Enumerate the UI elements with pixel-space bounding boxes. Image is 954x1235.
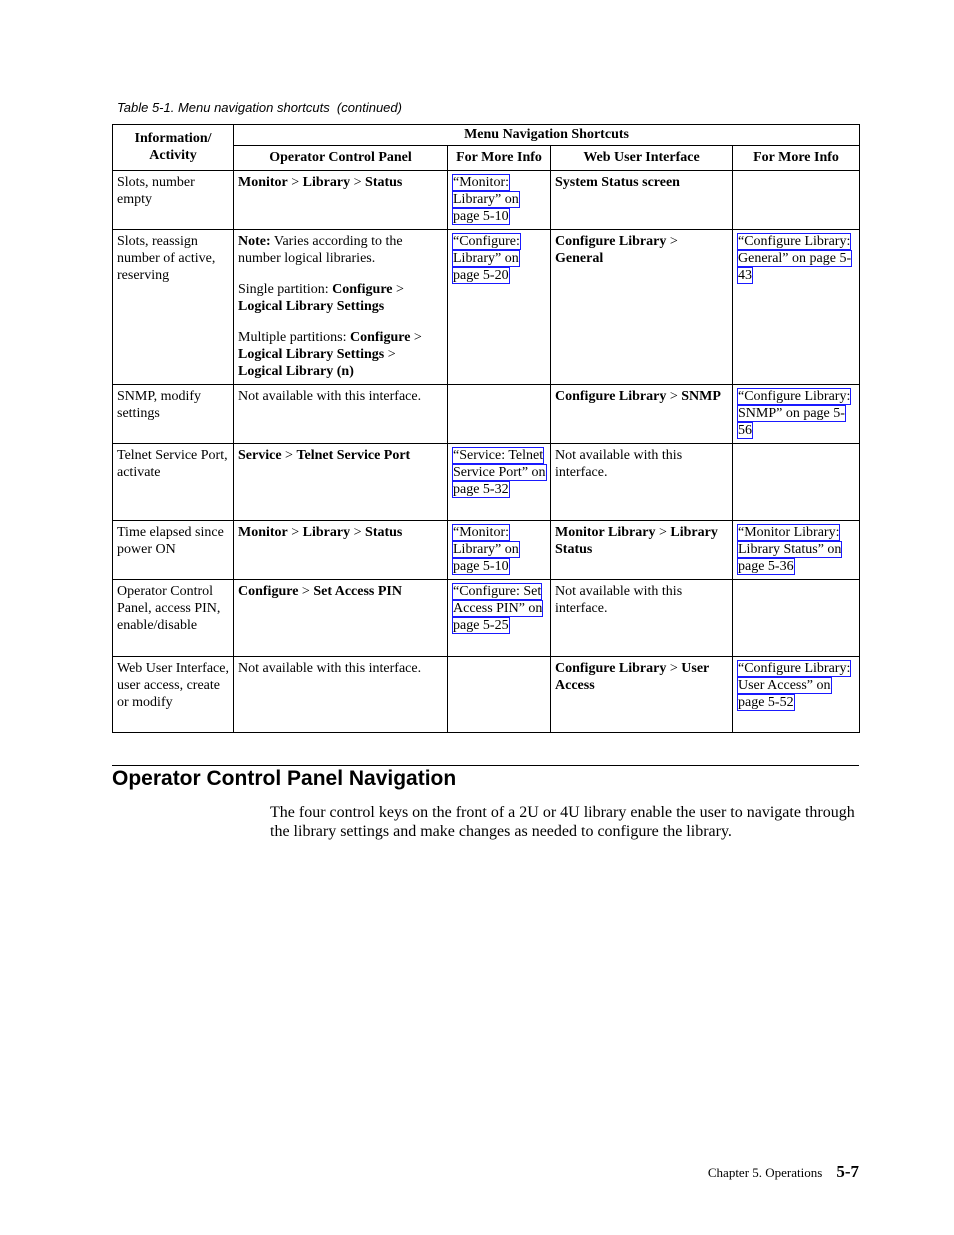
cell-paragraph: [238, 174, 443, 191]
menu-term: Logical Library Settings: [238, 347, 385, 362]
menu-term: Status: [365, 525, 403, 540]
menu-term: Set Access PIN: [313, 584, 402, 599]
cell-paragraph: [238, 447, 443, 464]
cell-text: >: [298, 584, 314, 599]
cell-more-info-ocp: [448, 580, 551, 657]
cell-more-info-ocp: [448, 521, 551, 580]
cell-activity: Time elapsed since power ON: [113, 521, 234, 580]
menu-term: Logical Library (n): [238, 364, 354, 379]
cell-paragraph: [555, 660, 728, 694]
cell-paragraph: [238, 583, 443, 600]
cell-more-info-ocp: [448, 230, 551, 385]
cross-reference-link[interactable]: “Configure: Library” on page 5-20: [453, 234, 520, 283]
table-row: [113, 230, 860, 385]
menu-term: Library Status: [555, 525, 718, 557]
cell-web-user-interface: [551, 444, 733, 521]
menu-term: Monitor: [238, 525, 288, 540]
cell-more-info-wui: [733, 171, 860, 230]
cell-more-info-ocp: [448, 171, 551, 230]
section-title: Operator Control Panel Navigation: [112, 767, 457, 790]
table-caption: Table 5-1. Menu navigation shortcuts (continued): [117, 100, 402, 115]
menu-term: Configure: [332, 282, 393, 297]
table-row: [113, 521, 860, 580]
header-more-info-ocp: For More Info: [448, 146, 551, 171]
table-row: [113, 385, 860, 444]
section-body: The four control keys on the front of a 2U or 4U library enable the user to navigate through the library settings and make changes as needed to configure the library.: [270, 804, 855, 840]
cell-text: Multiple partitions:: [238, 330, 350, 345]
table-row: [113, 171, 860, 230]
cell-web-user-interface: [551, 580, 733, 657]
cell-paragraph: [238, 233, 443, 267]
cross-reference-link[interactable]: “Configure: Set Access PIN” on page 5-25: [453, 584, 543, 633]
footer-chapter: Chapter 5. Operations: [707, 1165, 823, 1180]
header-info-activity: Information/ Activity: [113, 125, 234, 171]
menu-term: Logical Library Settings: [238, 299, 385, 314]
cell-text: Not available with this interface.: [555, 584, 683, 616]
cell-paragraph: [555, 583, 728, 617]
header-menu-navigation: Menu Navigation Shortcuts: [234, 125, 860, 146]
cell-web-user-interface: [551, 385, 733, 444]
cell-text: >: [392, 282, 404, 297]
cell-operator-control-panel: [234, 657, 448, 733]
cell-operator-control-panel: [234, 230, 448, 385]
cell-text: >: [287, 525, 303, 540]
cell-text: >: [287, 175, 303, 190]
page-footer: [708, 1162, 859, 1182]
cell-text: >: [410, 330, 422, 345]
cell-paragraph: [238, 524, 443, 541]
menu-term: SNMP: [681, 389, 721, 404]
menu-term: Status: [365, 175, 403, 190]
header-web-user-interface: Web User Interface: [551, 146, 733, 171]
cell-paragraph: [238, 660, 443, 677]
cell-more-info-wui: [733, 580, 860, 657]
cell-more-info-wui: [733, 521, 860, 580]
cell-text: Single partition:: [238, 282, 333, 297]
menu-term: Configure Library: [555, 389, 667, 404]
menu-term: Monitor Library: [555, 525, 656, 540]
cell-text: Not available with this interface.: [555, 448, 683, 480]
cell-paragraph: [555, 388, 728, 405]
cell-text: >: [666, 661, 682, 676]
menu-term: Monitor: [238, 175, 288, 190]
menu-term: Note:: [238, 234, 271, 249]
table-row: [113, 580, 860, 657]
cell-more-info-ocp: [448, 657, 551, 733]
menu-term: Telnet Service Port: [296, 448, 411, 463]
cell-more-info-wui: [733, 444, 860, 521]
cell-paragraph: [238, 281, 443, 315]
cross-reference-link[interactable]: “Service: Telnet Service Port” on page 5-32: [453, 448, 546, 497]
cell-activity: SNMP, modify settings: [113, 385, 234, 444]
menu-term: Library: [302, 175, 351, 190]
cell-web-user-interface: [551, 171, 733, 230]
cell-paragraph: [555, 174, 728, 191]
cell-web-user-interface: [551, 521, 733, 580]
cell-operator-control-panel: [234, 521, 448, 580]
cell-paragraph: [238, 329, 443, 380]
section-divider: [112, 765, 859, 766]
menu-term: Configure Library: [555, 661, 667, 676]
menu-term: Configure: [350, 330, 411, 345]
header-operator-control-panel: Operator Control Panel: [234, 146, 448, 171]
table-row: [113, 444, 860, 521]
cell-web-user-interface: [551, 230, 733, 385]
menu-term: User Access: [555, 661, 709, 693]
cell-web-user-interface: [551, 657, 733, 733]
cross-reference-link[interactable]: “Configure Library: User Access” on page 5-52: [738, 661, 851, 710]
cell-text: >: [666, 234, 678, 249]
menu-term: Service: [238, 448, 282, 463]
table-row: [113, 657, 860, 733]
menu-navigation-table: [112, 124, 860, 733]
menu-term: Library: [302, 525, 351, 540]
cell-text: >: [350, 525, 366, 540]
menu-term: System Status screen: [555, 175, 680, 190]
menu-term: Configure: [238, 584, 299, 599]
cell-operator-control-panel: [234, 385, 448, 444]
cell-activity: Slots, number empty: [113, 171, 234, 230]
cell-paragraph: [555, 233, 728, 267]
menu-term: General: [555, 251, 604, 266]
cross-reference-link[interactable]: “Configure Library: General” on page 5-43: [738, 234, 852, 283]
cross-reference-link[interactable]: “Monitor: Library” on page 5-10: [453, 525, 519, 574]
cell-text: Not available with this interface.: [238, 661, 422, 676]
cell-more-info-ocp: [448, 444, 551, 521]
menu-term: Configure Library: [555, 234, 667, 249]
cell-more-info-wui: [733, 385, 860, 444]
cell-activity: Slots, reassign number of active, reserving: [113, 230, 234, 385]
cell-operator-control-panel: [234, 171, 448, 230]
cell-operator-control-panel: [234, 580, 448, 657]
cell-more-info-ocp: [448, 385, 551, 444]
cell-activity: Web User Interface, user access, create or modify: [113, 657, 234, 733]
cell-text: Varies according to the number logical libraries.: [238, 234, 403, 266]
cell-paragraph: [238, 388, 443, 405]
cross-reference-link[interactable]: “Configure Library: SNMP” on page 5-56: [738, 389, 851, 438]
cell-text: Not available with this interface.: [238, 389, 422, 404]
cell-activity: Operator Control Panel, access PIN, enable/disable: [113, 580, 234, 657]
cell-text: >: [281, 448, 297, 463]
cross-reference-link[interactable]: “Monitor Library: Library Status” on page 5-36: [738, 525, 842, 574]
header-more-info-wui: For More Info: [733, 146, 860, 171]
cell-text: >: [384, 347, 396, 362]
page-number: 5-7: [836, 1162, 859, 1181]
cell-activity: Telnet Service Port, activate: [113, 444, 234, 521]
cell-operator-control-panel: [234, 444, 448, 521]
cell-text: >: [350, 175, 366, 190]
cell-text: >: [666, 389, 682, 404]
cell-paragraph: [555, 447, 728, 481]
cell-more-info-wui: [733, 657, 860, 733]
cross-reference-link[interactable]: “Monitor: Library” on page 5-10: [453, 175, 519, 224]
cell-text: >: [655, 525, 671, 540]
cell-more-info-wui: [733, 230, 860, 385]
cell-paragraph: [555, 524, 728, 558]
